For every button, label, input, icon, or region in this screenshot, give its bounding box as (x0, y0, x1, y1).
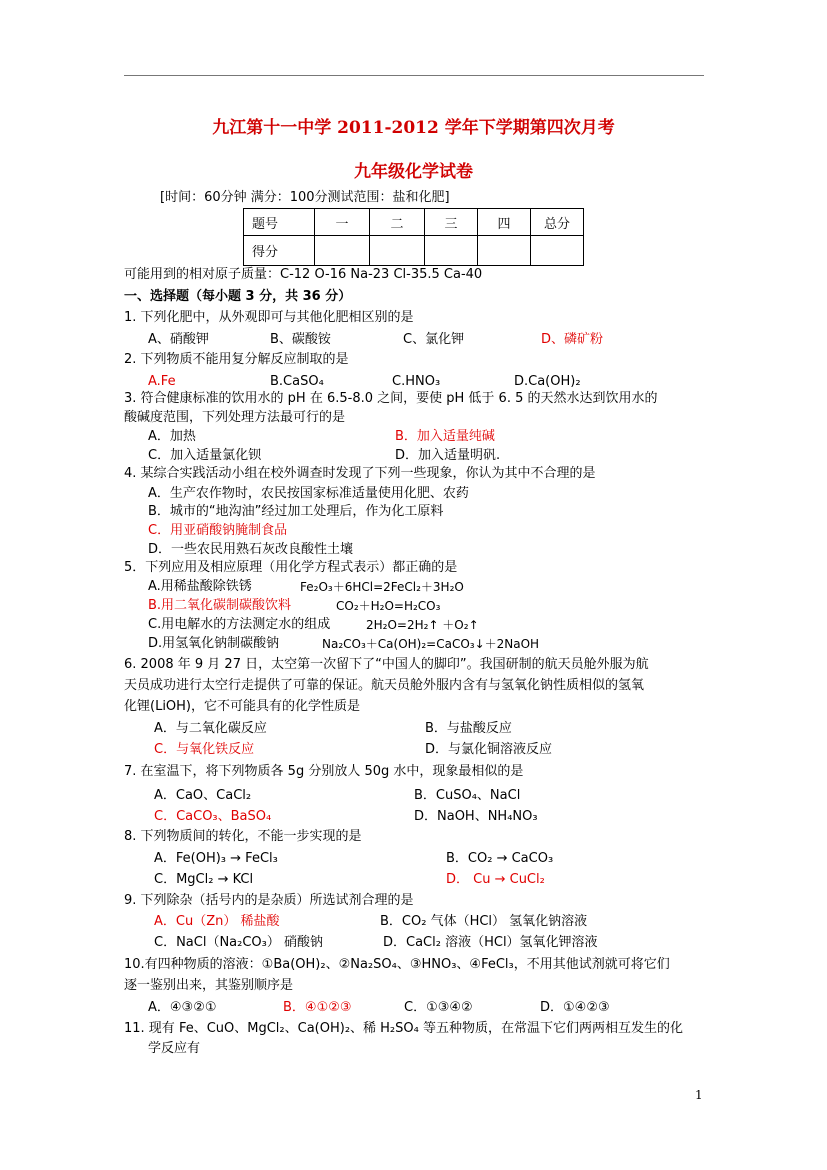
question-stem: 11. 现有 Fe、CuO、MgCl₂、Ca(OH)₂、稀 H₂SO₄ 等五种物质，在常温下它们两两相互发生的化 (124, 1021, 683, 1036)
option-a: A．Fe(OH)₃ → FeCl₃ (154, 851, 278, 866)
question-stem: 9. 下列除杂（括号内的是杂质）所选试剂合理的是 (124, 893, 414, 908)
option-d: D.用氢氧化钠制碳酸钠 (148, 636, 280, 651)
option-c-answer: C．CaCO₃、BaSO₄ (154, 809, 272, 824)
option-a-answer: A．Cu（Zn） 稀盐酸 (154, 914, 280, 929)
score-cell: 一 (315, 209, 370, 236)
option-c: C．MgCl₂ → KCl (154, 872, 254, 887)
question-stem: 1. 下列化肥中，从外观即可与其他化肥相区别的是 (124, 310, 414, 325)
option-a: A、硝酸钾 (148, 332, 209, 347)
option-d: D．①④②③ (540, 1000, 610, 1015)
option-c-equation: 2H₂O=2H₂↑ ＋O₂↑ (366, 618, 479, 632)
option-a: A．加热 (148, 429, 196, 444)
question-stem-cont: 逐一鉴别出来，其鉴别顺序是 (124, 978, 294, 993)
score-table-header-row (244, 209, 584, 236)
option-d: D．加入适量明矾. (395, 448, 501, 463)
option-c-answer: C．用亚硝酸钠腌制食品 (148, 523, 288, 538)
score-cell: 总分 (531, 209, 584, 236)
option-d: D．与氯化铜溶液反应 (425, 742, 553, 757)
question-stem-cont: 天员成功进行太空行走提供了可靠的保证。航天员舱外服内含有与氢氧化钠性质相似的氢氧 (124, 678, 645, 693)
score-cell-empty (425, 236, 478, 266)
option-b: B．CO₂ → CaCO₃ (446, 851, 554, 866)
option-d-answer: D、磷矿粉 (541, 332, 604, 347)
option-b: B．CuSO₄、NaCl (414, 788, 521, 803)
option-b: B．CO₂ 气体（HCl） 氢氧化钠溶液 (380, 914, 588, 929)
question-stem: 10.有四种物质的溶液：①Ba(OH)₂、②Na₂SO₄、③HNO₃、④FeCl₃，不用其他试剂就可将它们 (124, 957, 670, 972)
score-table-score-row (244, 236, 584, 266)
exam-subtitle: 九年级化学试卷 (354, 162, 473, 182)
option-a: A．CaO、CaCl₂ (154, 788, 252, 803)
score-cell: 四 (478, 209, 531, 236)
option-c-answer: C．与氧化铁反应 (154, 742, 255, 757)
option-c: C．①③④② (404, 1000, 473, 1015)
question-stem: 4. 某综合实践活动小组在校外调查时发现了下列一些现象，你认为其中不合理的是 (124, 466, 596, 481)
option-a-equation: Fe₂O₃＋6HCl=2FeCl₂＋3H₂O (300, 580, 464, 594)
option-b-answer: B．加入适量纯碱 (395, 429, 495, 444)
option-b: B．城市的“地沟油”经过加工处理后，作为化工原料 (148, 504, 444, 519)
option-b-equation: CO₂＋H₂O=H₂CO₃ (336, 599, 441, 613)
atomic-masses: 可能用到的相对原子质量：C-12 O-16 Na-23 Cl-35.5 Ca-40 (124, 267, 483, 282)
score-cell: 二 (370, 209, 425, 236)
question-stem: 3. 符合健康标准的饮用水的 pH 在 6.5-8.0 之间，要使 pH 低于 6. 5 的天然水达到饮用水的 (124, 391, 658, 406)
option-d: D．NaOH、NH₄NO₃ (414, 809, 538, 824)
option-c: C．加入适量氯化钡 (148, 448, 262, 463)
question-stem: 5．下列应用及相应原理（用化学方程式表示）都正确的是 (124, 560, 458, 575)
question-stem-cont: 化锂(LiOH)，它不可能具有的化学性质是 (124, 699, 361, 714)
page-number: 1 (695, 1088, 703, 1102)
option-b: B．与盐酸反应 (425, 721, 512, 736)
option-a: A．④③②① (148, 1000, 217, 1015)
score-cell: 得分 (244, 236, 315, 266)
option-b-answer: B．④①②③ (283, 1000, 352, 1015)
question-stem-cont: 酸碱度范围，下列处理方法最可行的是 (124, 410, 346, 425)
score-cell: 三 (425, 209, 478, 236)
option-a-answer: A.Fe (148, 374, 176, 389)
score-cell-empty (531, 236, 584, 266)
option-d: D.Ca(OH)₂ (514, 374, 581, 389)
score-cell-empty (370, 236, 425, 266)
option-b: B.CaSO₄ (270, 374, 324, 389)
option-a: A．与二氧化碳反应 (154, 721, 267, 736)
option-b-answer: B.用二氧化碳制碳酸饮料 (148, 598, 292, 613)
section-heading: 一、选择题（每小题 3 分，共 36 分） (124, 289, 352, 304)
option-d: D．一些农民用熟石灰改良酸性土壤 (148, 542, 354, 557)
question-stem-cont: 学反应有 (148, 1041, 201, 1056)
exam-title: 九江第十一中学 2011-2012 学年下学期第四次月考 (212, 118, 615, 138)
score-cell-empty (315, 236, 370, 266)
option-c: C、氯化钾 (403, 332, 465, 347)
score-cell-empty (478, 236, 531, 266)
option-b: B、碳酸铵 (270, 332, 331, 347)
option-c: C.HNO₃ (392, 374, 441, 389)
option-d-answer: D． Cu → CuCl₂ (446, 872, 545, 887)
option-c: C.用电解水的方法测定水的组成 (148, 617, 331, 632)
question-stem: 6. 2008 年 9 月 27 日，太空第一次留下了“中国人的脚印”。我国研制的航天员舱外服为航 (124, 657, 649, 672)
score-cell: 题号 (244, 209, 315, 236)
option-c: C．NaCl（Na₂CO₃） 硝酸钠 (154, 935, 324, 950)
header-rule (124, 75, 704, 76)
option-a: A.用稀盐酸除铁锈 (148, 579, 252, 594)
option-a: A．生产农作物时，农民按国家标准适量使用化肥、农药 (148, 486, 469, 501)
question-stem: 8. 下列物质间的转化，不能一步实现的是 (124, 829, 362, 844)
question-stem: 7. 在室温下，将下列物质各 5g 分别放人 50g 水中，现象最相似的是 (124, 764, 524, 779)
option-d-equation: Na₂CO₃＋Ca(OH)₂=CaCO₃↓＋2NaOH (322, 637, 540, 651)
option-d: D．CaCl₂ 溶液（HCl）氢氧化钾溶液 (383, 935, 598, 950)
score-table (243, 208, 584, 266)
exam-info: [时间：60分钟 满分：100分测试范围：盐和化肥] (160, 190, 450, 205)
question-stem: 2. 下列物质不能用复分解反应制取的是 (124, 352, 349, 367)
